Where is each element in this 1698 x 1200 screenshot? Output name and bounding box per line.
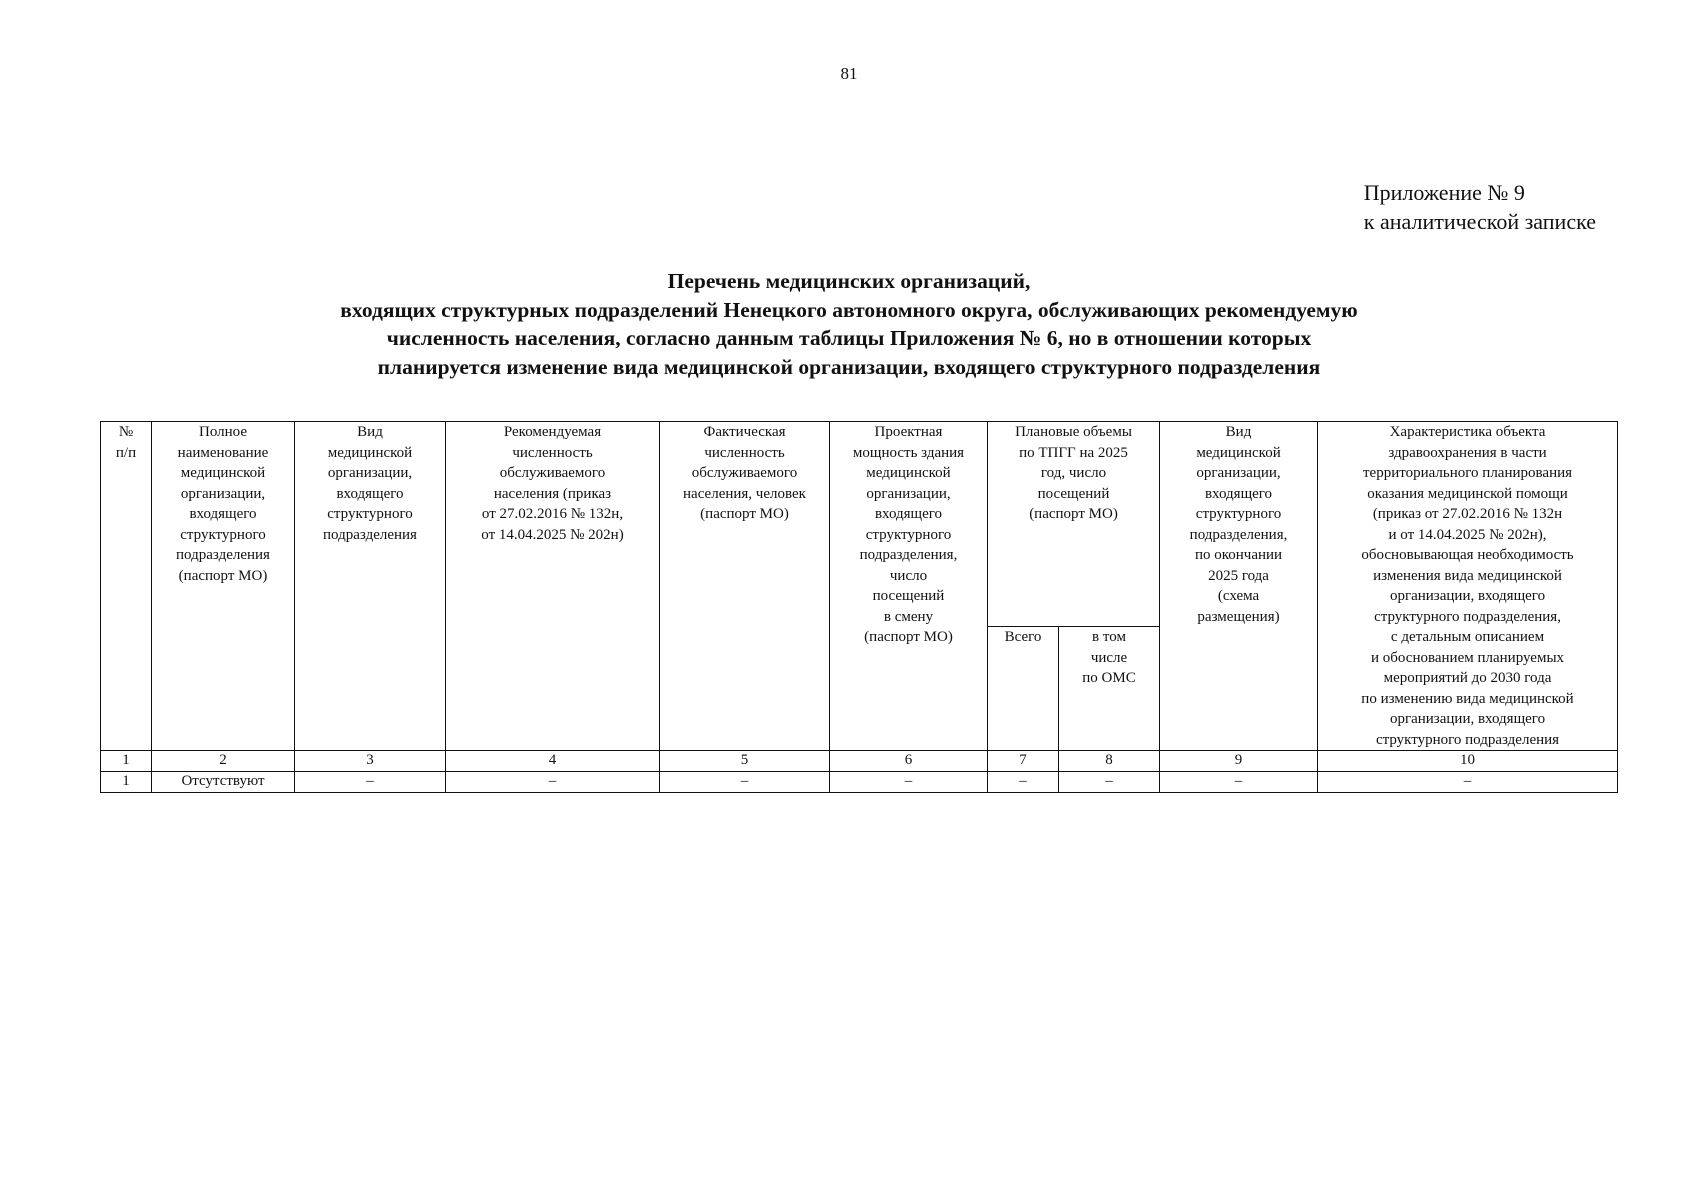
appendix-caption: [1364, 178, 1596, 236]
header-recommended-population: Рекомендуемая численность обслуживаемого населения (приказ от 27.02.2016 № 132н, от 14.04.2025 № 202н): [446, 422, 660, 751]
title-line-3: численность населения, согласно данным таблицы Приложения № 6, но в отношении которых: [386, 326, 1312, 350]
table-cell: –: [988, 772, 1059, 793]
page-number: 81: [840, 64, 858, 83]
column-number: 4: [446, 751, 660, 772]
title-line-2: входящих структурных подразделений Ненецкого автономного округа, обслуживающих рекомендуемую: [340, 297, 1358, 322]
column-number: 7: [988, 751, 1059, 772]
table-cell: –: [295, 772, 446, 793]
column-number: 8: [1059, 751, 1160, 772]
table-row: [101, 772, 1618, 793]
organization-name: Отсутствуют: [152, 772, 295, 793]
header-row-number: № п/п: [101, 422, 152, 751]
appendix-number: Приложение № 9: [1363, 180, 1525, 205]
table-cell: –: [660, 772, 830, 793]
document-title: [0, 267, 1698, 381]
organizations-table: [100, 421, 1618, 793]
column-number: 10: [1318, 751, 1618, 772]
appendix-reference: к аналитической записке: [1363, 209, 1596, 234]
header-actual-population: Фактическая численность обслуживаемого населения, человек (паспорт МО): [660, 422, 830, 751]
column-number: 2: [152, 751, 295, 772]
column-number: 9: [1160, 751, 1318, 772]
header-characteristics: Характеристика объекта здравоохранения в части территориального планирования оказания медицинской помощи (приказ от 27.02.2016 № 132н и от 14.04.2025 № 202н), обосновывающая необходимость изменения вида медицинской организации, входящего структурного подразделения, с детальным описанием и обоснованием планируемых мероприятий до 2030 года по изменению вида медицинской организации, входящего структурного подразделения: [1318, 422, 1618, 751]
title-line-4: планируется изменение вида медицинской организации, входящего структурного подразделения: [377, 354, 1321, 379]
table-cell: –: [830, 772, 988, 793]
header-full-name: Полное наименование медицинской организации, входящего структурного подразделения (паспорт МО): [152, 422, 295, 751]
header-planned-volumes: Плановые объемы по ТПГГ на 2025 год, число посещений (паспорт МО): [988, 422, 1160, 627]
column-number: 6: [830, 751, 988, 772]
header-org-type: Вид медицинской организации, входящего структурного подразделения: [295, 422, 446, 751]
header-org-type-end-2025: Вид медицинской организации, входящего структурного подразделения, по окончании 2025 года (схема размещения): [1160, 422, 1318, 751]
table-cell: –: [1318, 772, 1618, 793]
header-design-capacity: Проектная мощность здания медицинской организации, входящего структурного подразделения, число посещений в смену (паспорт МО): [830, 422, 988, 751]
column-number-row: [101, 751, 1618, 772]
row-number: 1: [101, 772, 152, 793]
table-cell: –: [446, 772, 660, 793]
table-header-row: [101, 422, 1618, 627]
header-planned-total: Всего: [988, 627, 1059, 751]
title-line-1: Перечень медицинских организаций,: [667, 269, 1031, 293]
table-cell: –: [1160, 772, 1318, 793]
table-cell: –: [1059, 772, 1160, 793]
column-number: 5: [660, 751, 830, 772]
column-number: 1: [101, 751, 152, 772]
column-number: 3: [295, 751, 446, 772]
header-planned-oms: в том числе по ОМС: [1059, 627, 1160, 751]
